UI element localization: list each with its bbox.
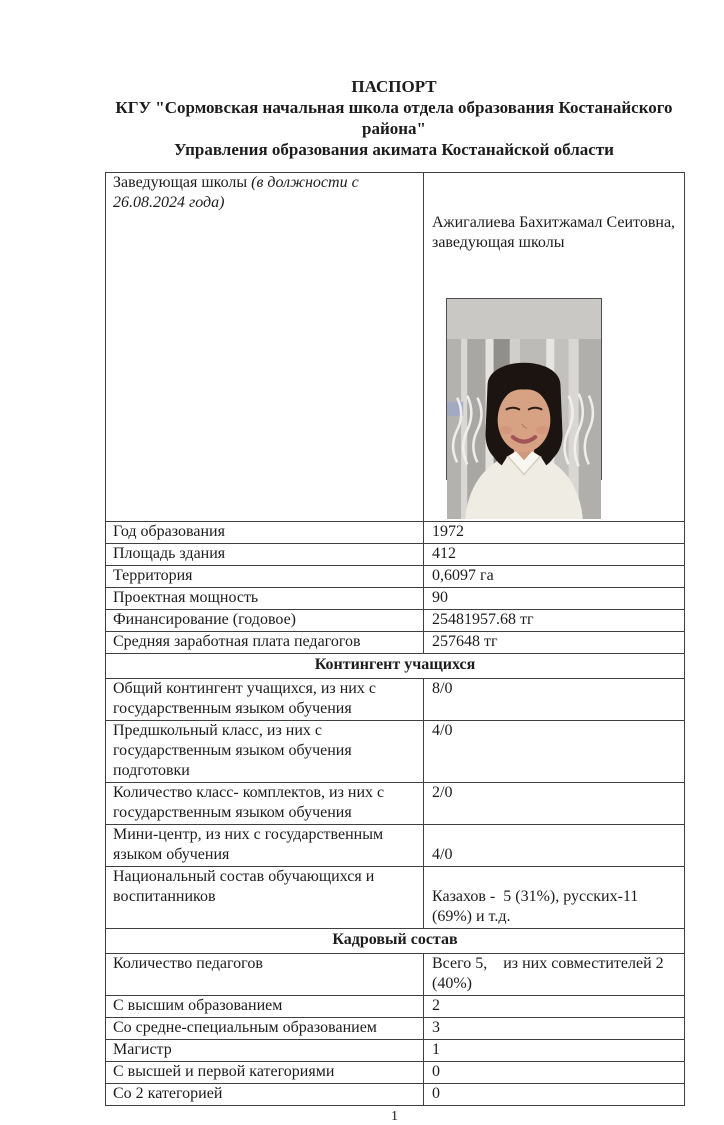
title-line: КГУ "Сормовская начальная школа отдела образования Костанайского района" [115,98,673,138]
document-title [94,76,694,160]
table-row [106,1040,685,1062]
table-row [106,679,685,721]
title-line: Управления образования акимата Костанайской области [174,140,614,159]
row-value: 2/0 [424,783,685,825]
table-row [106,1084,685,1106]
row-value: 1972 [424,522,685,544]
row-value: 90 [424,588,685,610]
table-row [106,173,685,522]
row-value: 3 [424,1018,685,1040]
row-value: 4/0 [424,825,685,867]
row-label: С высшим образованием [106,996,424,1018]
row-label: Магистр [106,1040,424,1062]
section-header-row [106,929,685,954]
row-label: Мини-центр, из них с государственным языком обучения [106,825,424,867]
director-photo-image [447,339,601,519]
director-label: Заведующая школы [113,174,252,191]
row-label: Общий контингент учащихся, из них с государственным языком обучения [106,679,424,721]
row-value: 2 [424,996,685,1018]
page-number: 1 [391,1109,398,1124]
table-row [106,954,685,996]
row-value: 8/0 [424,679,685,721]
row-label: Национальный состав обучающихся и воспитанников [106,867,424,929]
row-value: 4/0 [424,721,685,783]
title-line: ПАСПОРТ [351,77,437,96]
table-row [106,566,685,588]
director-name: Ажигалиева Бахитжамал Сеитовна, заведующая школы [432,214,680,251]
row-value: 1 [424,1040,685,1062]
director-label-cell [106,173,424,522]
table-row [106,588,685,610]
row-label: Предшкольный класс, из них с государственным языком обучения подготовки [106,721,424,783]
row-value: 0 [424,1084,685,1106]
director-value-cell [424,173,685,522]
row-value: 257648 тг [424,632,685,654]
table-row [106,544,685,566]
row-value: 0,6097 га [424,566,685,588]
section-header: Кадровый состав [106,929,685,954]
table-row [106,522,685,544]
table-row [106,783,685,825]
table-row [106,825,685,867]
row-label: Финансирование (годовое) [106,610,424,632]
table-row [106,610,685,632]
table-row [106,996,685,1018]
table-row [106,721,685,783]
row-label: Средняя заработная плата педагогов [106,632,424,654]
row-value: Казахов - 5 (31%), русских-11 (69%) и т.д. [424,867,685,929]
table-row [106,1018,685,1040]
row-label: Проектная мощность [106,588,424,610]
row-value: 412 [424,544,685,566]
table-row [106,632,685,654]
row-label: Со 2 категорией [106,1084,424,1106]
section-header: Контингент учащихся [106,654,685,679]
director-photo [446,298,602,480]
row-label: С высшей и первой категориями [106,1062,424,1084]
director-label-note: (в должности с 26.08.2024 года) [113,174,363,211]
table-row [106,1062,685,1084]
table-row [106,867,685,929]
passport-table [105,172,685,1106]
row-label: Площадь здания [106,544,424,566]
row-value: Всего 5, из них совместителей 2 (40%) [424,954,685,996]
row-label: Территория [106,566,424,588]
row-label: Количество класс- комплектов, из них с государственным языком обучения [106,783,424,825]
page-footer [105,1109,684,1125]
row-value: 25481957.68 тг [424,610,685,632]
row-label: Год образования [106,522,424,544]
row-label: Количество педагогов [106,954,424,996]
row-value: 0 [424,1062,685,1084]
row-label: Со средне-специальным образованием [106,1018,424,1040]
section-header-row [106,654,685,679]
